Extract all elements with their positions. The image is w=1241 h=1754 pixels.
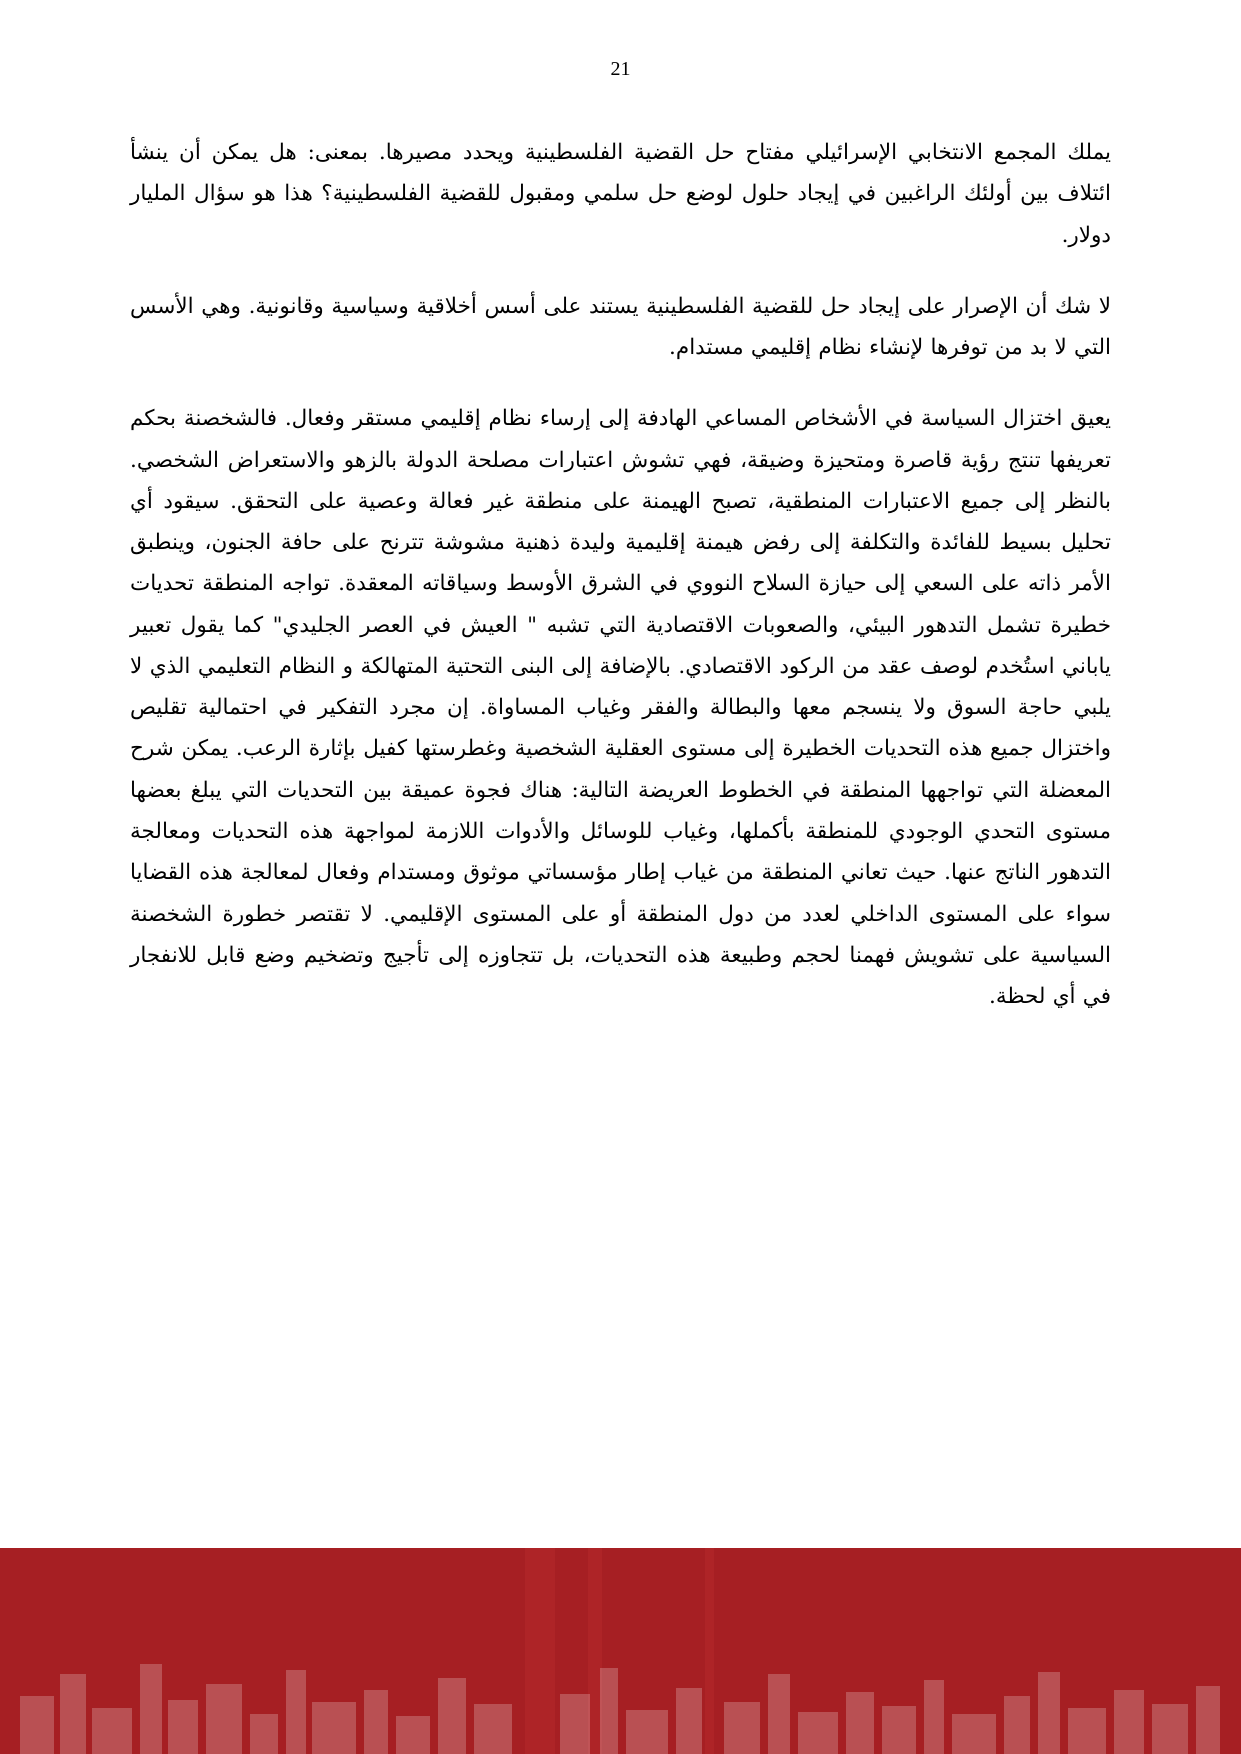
- page-body: [130, 132, 1111, 1017]
- footer-decorative-band: [0, 1548, 1241, 1754]
- paragraph: يعيق اختزال السياسة في الأشخاص المساعي الهادفة إلى إرساء نظام إقليمي مستقر وفعال. فالشخصنة بحكم تعريفها تنتج رؤية قاصرة ومتحيزة وضيقة، فهي تشوش اعتبارات مصلحة الدولة بالزهو والاستعراض الشخصي. بالنظر إلى جميع الاعتبارات المنطقية، تصبح الهيمنة على منطقة غير فعالة وعصية على التحقق. سيقود أي تحليل بسيط للفائدة والتكلفة إلى رفض هيمنة إقليمية وليدة ذهنية مشوشة تترنح على حافة الجنون، وينطبق الأمر ذاته على السعي إلى حيازة السلاح النووي في الشرق الأوسط وسياقاته المعقدة. تواجه المنطقة تحديات خطيرة تشمل التدهور البيئي، والصعوبات الاقتصادية التي تشبه " العيش في العصر الجليدي" كما يقول تعبير ياباني استُخدم لوصف عقد من الركود الاقتصادي. بالإضافة إلى البنى التحتية المتهالكة و النظام التعليمي الذي لا يلبي حاجة السوق ولا ينسجم معها والبطالة والفقر وغياب المساواة. إن مجرد التفكير في احتمالية تقليص واختزال جميع هذه التحديات الخطيرة إلى مستوى العقلية الشخصية وغطرستها كفيل بإثارة الرعب. يمكن شرح المعضلة التي تواجهها المنطقة في الخطوط العريضة التالية: هناك فجوة عميقة بين التحديات التي يبلغ بعضها مستوى التحدي الوجودي للمنطقة بأكملها، وغياب للوسائل والأدوات اللازمة لمواجهة هذه التحديات ومعالجة التدهور الناتج عنها. حيث تعاني المنطقة من غياب إطار مؤسساتي موثوق ومستدام وفعال لمعالجة هذه القضايا سواء على المستوى الداخلي لعدد من دول المنطقة أو على المستوى الإقليمي. لا تقتصر خطورة الشخصنة السياسية على تشويش فهمنا لحجم وطبيعة هذه التحديات، بل تتجاوزه إلى تأجيج وتضخيم وضع قابل للانفجار في أي لحظة.: [130, 406, 1111, 1010]
- page-number: 21: [610, 58, 631, 80]
- paragraph: يملك المجمع الانتخابي الإسرائيلي مفتاح حل القضية الفلسطينية ويحدد مصيرها. بمعنى: هل يمكن أن ينشأ ائتلاف بين أولئك الراغبين في إيجاد حلول لوضع حل سلمي ومقبول للقضية الفلسطينية؟ هذا هو سؤال المليار دولار.: [130, 140, 1111, 248]
- skyline-icon: [0, 1604, 1241, 1754]
- paragraph: لا شك أن الإصرار على إيجاد حل للقضية الفلسطينية يستند على أسس أخلاقية وسياسية وقانونية. وهي الأسس التي لا بد من توفرها لإنشاء نظام إقليمي مستدام.: [130, 293, 1111, 361]
